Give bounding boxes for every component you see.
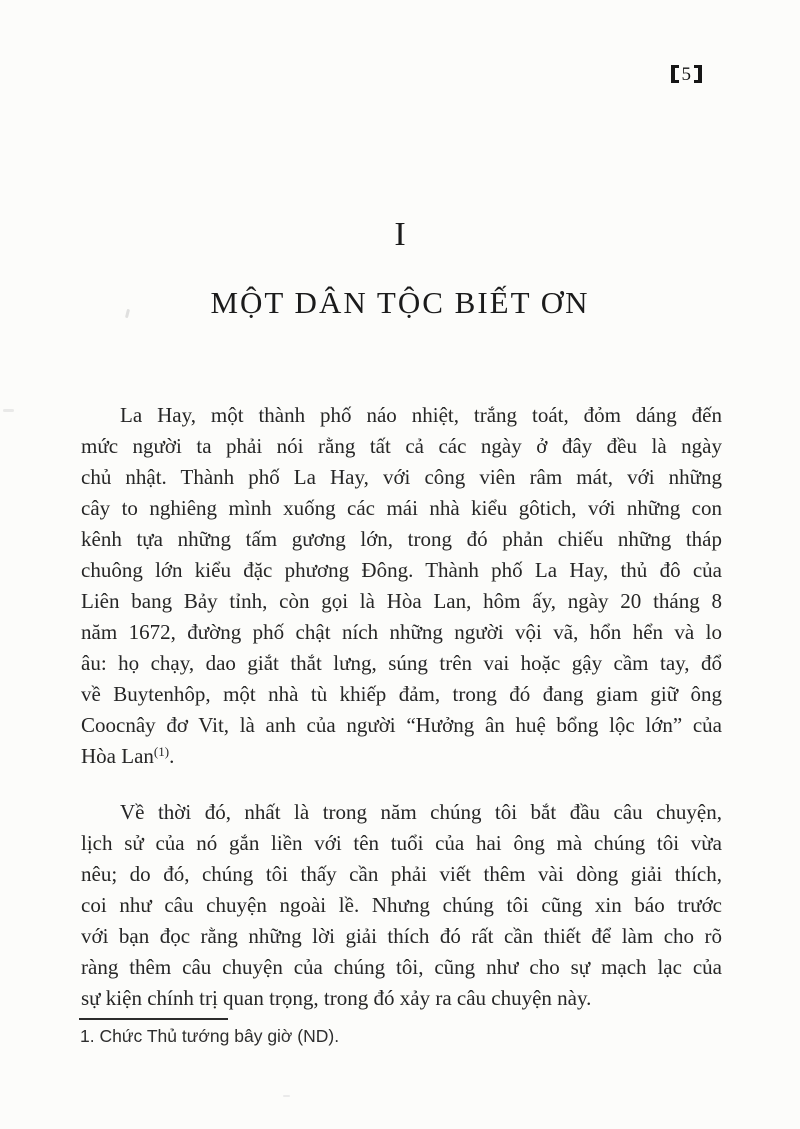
text-run: . (169, 744, 175, 768)
page-number (671, 64, 703, 85)
text-line: coi như câu chuyện ngoài lề. Nhưng chúng tôi cũng xin báo trước (81, 893, 722, 917)
page-number-value: 5 (681, 64, 691, 85)
text-line (81, 741, 722, 772)
text-line: âu: họ chạy, dao giắt thắt lưng, súng trên vai hoặc gậy cầm tay, đổ (81, 651, 722, 675)
text-run: Hòa Lan (81, 744, 154, 768)
text-line: cây to nghiêng mình xuống các mái nhà kiểu gôtich, với những con (81, 496, 722, 520)
text-line: kênh tựa những tấm gương lớn, trong đó phản chiếu những tháp (81, 527, 722, 551)
footnote-reference: (1) (153, 744, 170, 759)
text-line: năm 1672, đường phố chật ních những người vội vã, hổn hển và lo (81, 620, 722, 644)
text-line: La Hay, một thành phố náo nhiệt, trắng toát, đỏm dáng đến (120, 403, 722, 427)
chapter-title: MỘT DÂN TỘC BIẾT ƠN (210, 285, 590, 320)
body-text (81, 400, 722, 1014)
footnote: 1. Chức Thủ tướng bây giờ (ND). (80, 1026, 340, 1046)
chapter-number: I (394, 216, 406, 253)
text-line: sự kiện chính trị quan trọng, trong đó xảy ra câu chuyện này. (81, 986, 592, 1010)
scan-artifact (283, 1095, 290, 1097)
text-line: mức người ta phải nói rằng tất cả các ngày ở đây đều là ngày (81, 434, 722, 458)
text-line: Về thời đó, nhất là trong năm chúng tôi bắt đầu câu chuyện, (120, 800, 722, 824)
text-line: Coocnây đơ Vit, là anh của người “Hưởng ân huệ bổng lộc lớn” của (81, 713, 722, 737)
paragraph-1 (81, 400, 722, 772)
lenticular-bracket-right-icon (693, 65, 702, 83)
scan-artifact (3, 409, 14, 412)
text-line: lịch sử của nó gắn liền với tên tuổi của hai ông mà chúng tôi vừa (81, 831, 722, 855)
text-line: về Buytenhôp, một nhà tù khiếp đảm, trong đó đang giam giữ ông (81, 682, 722, 706)
text-line: với bạn đọc rằng những lời giải thích đó rất cần thiết để làm cho rõ (81, 924, 722, 948)
text-line: chủ nhật. Thành phố La Hay, với công viên râm mát, với những (81, 465, 722, 489)
paragraph-2 (81, 797, 722, 1014)
text-line: nêu; do đó, chúng tôi thấy cần phải viết thêm vài dòng giải thích, (81, 862, 722, 886)
footnote-separator (79, 1018, 228, 1020)
text-line: ràng thêm câu chuyện của chúng tôi, cũng như cho sự mạch lạc của (81, 955, 722, 979)
text-line: Liên bang Bảy tỉnh, còn gọi là Hòa Lan, hôm ấy, ngày 20 tháng 8 (81, 589, 722, 613)
lenticular-bracket-left-icon (671, 65, 680, 83)
text-line: chuông lớn kiểu đặc phương Đông. Thành phố La Hay, thủ đô của (81, 558, 722, 582)
